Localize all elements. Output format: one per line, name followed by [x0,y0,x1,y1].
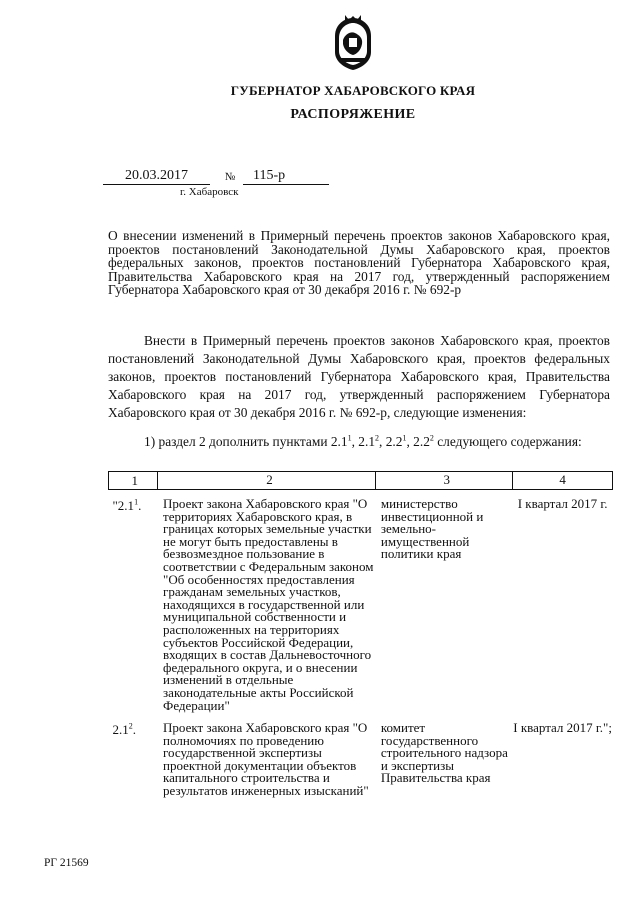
row-project-name: Проект закона Хабаровского края "О территориях Хабаровского края, в границах которых земельные участки не могут быть предоставлены в безвозмездное пользование в соответствии с Федеральным законом "Об особенностях предоставления гражданам земельных участков, находящихся в государственной или муниципальной собственности и расположенных на территориях субъектов Российской Федерации, входящих в состав Дальневосточного федерального округа, и о внесении изменений в отдельные законодательные акты Российской Федерации" [163,496,374,713]
row-number: "$2.1^1$. [112,497,142,513]
column-header-2: 2 [157,472,376,490]
item-1-paragraph: 1) раздел 2 дополнить пунктами $2.1^1$, $2.1^2$, $2.2^1$, $2.2^2$ следующего содержания: [144,433,582,449]
table-header-row [109,472,613,490]
row-term: I квартал 2017 г."; [513,720,612,736]
document-city: г. Хабаровск [180,186,239,198]
document-number: 115-р [243,168,329,185]
row-project-name: Проект закона Хабаровского края "О полномочиях по проведению государственной экспертизы проектной документации объектов капитального строительства и результатов инженерных изысканий" [163,720,369,799]
document-subject: О внесении изменений в Примерный перечень проектов законов Хабаровского края, проектов постановлений Законодательной Думы Хабаровского края, проектов федеральных законов, проектов постановлений Губернатора Хабаровского края, Правительства Хабаровского края на 2017 год, утвержденный распоряжением Губернатора Хабаровского края от 30 декабря 2016 г. № 692-р [108,228,610,298]
row-term: I квартал 2017 г. [517,496,608,511]
table-row [109,716,613,798]
footer-registration-code: РГ 21569 [44,857,89,869]
row-executor: комитет государственного строительного надзора и экспертизы Правительства края [380,720,508,786]
coat-of-arms-icon [329,14,377,72]
document-type: РАСПОРЯЖЕНИЕ [290,107,416,122]
column-header-3: 3 [376,472,513,490]
number-sign: № [224,171,236,183]
row-number: $2.1^2$. [112,721,136,738]
column-header-4: 4 [513,472,613,490]
table-row [109,490,613,717]
column-header-1: 1 [109,472,158,490]
row-executor: министерство инвестиционной и земельно-имущественной политики края [380,496,484,562]
body-paragraph: Внести в Примерный перечень проектов законов Хабаровского края, проектов постановлений Законодательной Думы Хабаровского края, проектов федеральных законов, проектов постановлений Губернатора Хабаровского края, Правительства Хабаровского края на 2017 год, утвержденный распоряжением Губернатора Хабаровского края от 30 декабря 2016 г. № 692-р, следующие изменения: [108,333,610,420]
document-date: 20.03.2017 [103,168,210,185]
governor-title: ГУБЕРНАТОР ХАБАРОВСКОГО КРАЯ [230,83,476,98]
amendments-table [108,471,613,798]
